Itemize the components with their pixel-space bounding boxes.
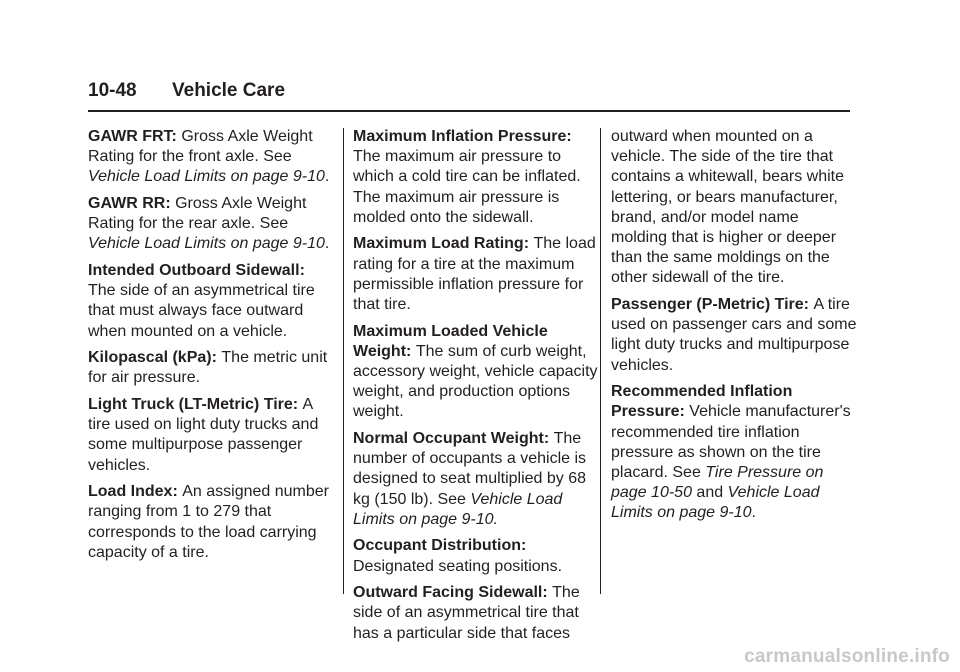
glossary-term: GAWR RR: [88, 195, 166, 212]
glossary-entry: Recommended Inflation Pressure: Vehicle manufacturer's recommended tire inflation pressure as shown on the tire placard. See Tire Pressure on page 10-50 and Vehicle Load Limits on page 9-10.: [611, 383, 851, 522]
glossary-entry: GAWR RR: Gross Axle Weight Rating for the rear axle. See Vehicle Load Limits on page 9-10.: [88, 195, 330, 253]
glossary-description: The load rating for a tire at the maximum permissible inflation pressure for that tire.: [353, 235, 596, 314]
glossary-description: The sum of curb weight, accessory weight, vehicle capacity weight, and production options weight.: [353, 342, 598, 421]
page-header: [88, 80, 850, 112]
cross-reference-link[interactable]: Tire Pressure on page 10-50: [611, 464, 824, 502]
section-title: Vehicle Care: [172, 80, 286, 101]
glossary-description: The side of an asymmetrical tire that must always face outward when mounted on a vehicle.: [88, 282, 315, 340]
glossary-term: Recommended Inflation Pressure: [611, 383, 793, 421]
glossary-entry: Intended Outboard Sidewall: The side of an asymmetrical tire that must always face outward when mounted on a vehicle.: [88, 262, 315, 340]
glossary-term: Load Index: [88, 483, 173, 501]
glossary-entry: GAWR FRT: Gross Axle Weight Rating for the front axle. See Vehicle Load Limits on page 9-10.: [88, 128, 330, 186]
glossary-description: An assigned number ranging from 1 to 279 that corresponds to the load carrying capacity of a tire.: [88, 483, 329, 561]
glossary-description: The number of occupants a vehicle is designed to seat multiplied by 68 kg (150 lb). See: [353, 430, 587, 508]
glossary-entry: Occupant Distribution: Designated seating positions.: [353, 537, 563, 575]
glossary-term: Maximum Inflation Pressure: [353, 128, 567, 145]
glossary-term: Kilopascal (kPa): [88, 349, 212, 367]
glossary-term: Maximum Load Rating: [353, 235, 524, 253]
glossary-term: Outward Facing Sidewall: [353, 584, 543, 602]
glossary-term: GAWR FRT: [88, 128, 172, 145]
glossary-entry: Outward Facing Sidewall: The side of an asymmetrical tire that has a particular side that faces: [353, 584, 580, 642]
glossary-term: Light Truck (LT-Metric) Tire: [88, 396, 293, 413]
cross-reference-link[interactable]: Vehicle Load Limits on page 9-10: [88, 168, 325, 186]
glossary-description: The side of an asymmetrical tire that has a particular side that faces: [353, 584, 580, 642]
glossary-entry: Normal Occupant Weight: The number of occupants a vehicle is designed to seat multiplied by 68 kg (150 lb). See Vehicle Load Limits on page 9-10.: [353, 430, 587, 528]
text-column-3: [611, 127, 857, 530]
cross-reference-link[interactable]: Vehicle Load Limits on page 9-10: [611, 484, 820, 522]
glossary-entry: Light Truck (LT-Metric) Tire: A tire used on light duty trucks and some multipurpose passenger vehicles.: [88, 396, 319, 474]
glossary-description: Gross Axle Weight Rating for the rear axle. See: [88, 195, 307, 233]
glossary-entry: Maximum Inflation Pressure: The maximum air pressure to which a cold tire can be inflated. The maximum air pressure is molded onto the sidewall.: [353, 128, 581, 226]
glossary-description: Designated seating positions.: [353, 557, 563, 575]
glossary-entry: Passenger (P-Metric) Tire: A tire used on passenger cars and some light duty trucks and multipurpose vehicles.: [611, 296, 857, 374]
glossary-description: The metric unit for air pressure.: [88, 349, 328, 387]
glossary-description: The maximum air pressure to which a cold tire can be inflated. The maximum air pressure is molded onto the sidewall.: [353, 148, 581, 226]
glossary-description: Vehicle manufacturer's recommended tire inflation pressure as shown on the tire placard. See: [611, 403, 851, 482]
glossary-description: A tire used on passenger cars and some light duty trucks and multipurpose vehicles.: [611, 296, 857, 374]
glossary-entry: Load Index: An assigned number ranging from 1 to 279 that corresponds to the load carrying capacity of a tire.: [88, 483, 329, 561]
glossary-term: Occupant Distribution: [353, 537, 521, 555]
page-number: 10-48: [88, 80, 137, 101]
text-column-2: [353, 127, 599, 650]
glossary-term: Passenger (P-Metric) Tire: [611, 296, 804, 314]
glossary-entry: Maximum Loaded Vehicle Weight: The sum of curb weight, accessory weight, vehicle capacity weight, and production options weight.: [353, 322, 598, 421]
cross-reference-link[interactable]: Vehicle Load Limits on page 9-10.: [353, 490, 563, 528]
glossary-description: outward when mounted on a vehicle. The side of the tire that contains a whitewall, bears white lettering, or bears manufacturer, brand, and/or model name molding that is higher or deeper than the same moldings on the other sidewall of the tire.: [611, 128, 845, 287]
column-divider: [600, 128, 601, 594]
glossary-term: Maximum Loaded Vehicle Weight: [353, 322, 548, 360]
watermark: carmanualsonline.info: [744, 646, 950, 667]
glossary-entry: Maximum Load Rating: The load rating for a tire at the maximum permissible inflation pressure for that tire.: [353, 235, 596, 314]
glossary-description: A tire used on light duty trucks and some multipurpose passenger vehicles.: [88, 396, 319, 474]
glossary-term: Normal Occupant Weight: [353, 430, 544, 448]
glossary-description: Gross Axle Weight Rating for the front axle. See: [88, 128, 313, 166]
glossary-entry-continued: [611, 127, 857, 289]
text-column-1: [88, 127, 334, 569]
cross-reference-link[interactable]: Vehicle Load Limits on page 9-10: [88, 235, 325, 253]
column-divider: [343, 128, 344, 594]
glossary-entry: Kilopascal (kPa): The metric unit for air pressure.: [88, 349, 328, 387]
glossary-term: Intended Outboard Sidewall: [88, 262, 300, 279]
